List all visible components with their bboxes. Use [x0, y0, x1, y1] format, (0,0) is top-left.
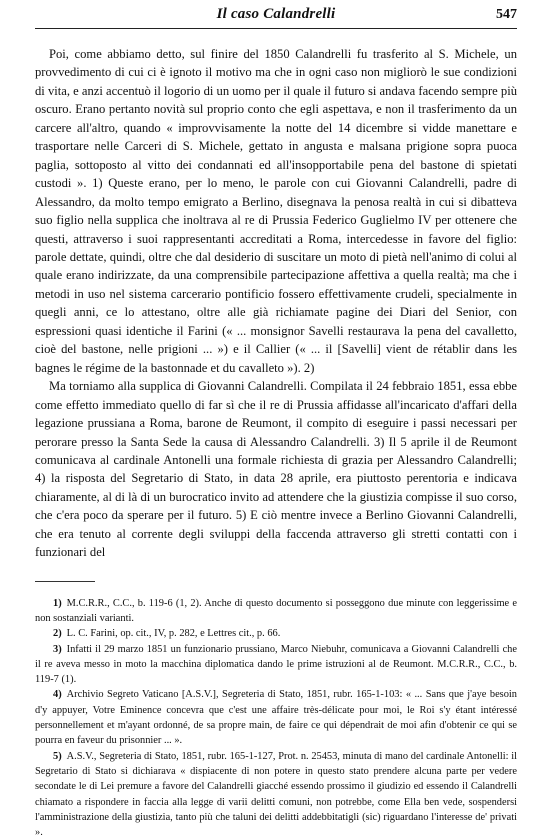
body-paragraph: Poi, come abbiamo detto, sul finire del 1850 Calandrelli fu trasferito al S. Michele, un provvedimento di cui ci è ignoto il motivo ma che in ogni caso non migliorò le sue condizioni di vita, e anzi accentuò il logorio di un uomo per il quale il futuro si andava facendo sempre più oscuro. Erano pertanto novità sul proprio conto che egli aspettava, e non il trasferimento da un carcere all'altro, quando « improvvisamente la notte del 14 dicembre si vidde manettare e trasportare nelle Carceri di S. Michele, gettato in angusta e malsana prigione sopra puoca paglia, sottoposto al vitto dei condannati ed all'insopportabile pena del bastone di spietati custodi ». 1) Queste erano, per lo meno, le parole con cui Giovanni Calandrelli, padre di Alessandro, da molto tempo emigrato a Berlino, disegnava la penosa realtà in cui si dibatteva suo figlio nella supplica che inoltrava al re di Prussia Federico Guglielmo IV per ottenere che questi, attraverso i suoi rappresentanti accreditati a Roma, intercedesse in favore del figlio: parole dettate, quindi, oltre che dal desiderio di suscitare un moto di pietà nell'animo di colui al quale erano indirizzate, da una comprensibile partecipazione affettiva a quella realtà; ma che i metodi in uso nel sistema carcerario pontificio fossero effettivamente crudeli, specialmente in quegli anni, ce lo attestano, oltre alle già richiamate pagine dei Diari del Senior, con espressioni quasi identiche il Farini (« ... monsignor Savelli restaurava la pena del cavalletto, cioè del bastone, nelle prigioni ... ») e il Callier (« ... il [Savelli] vient de rétablir dans les bagnes le régime de la bastonnade et du cavalleto »). 2): [35, 47, 517, 375]
footnote-number: 5): [53, 750, 62, 762]
footnote: [35, 626, 517, 641]
footnotes: [35, 596, 517, 840]
footnote: [35, 642, 517, 688]
page-number: 547: [496, 7, 517, 22]
footnote-number: 1): [53, 597, 62, 609]
footnote-number: 3): [53, 643, 62, 655]
running-title: Il caso Calandrelli: [216, 6, 336, 22]
footnote-rule: [35, 581, 95, 582]
footnote: [35, 596, 517, 627]
footnote-text: A.S.V., Segreteria di Stato, 1851, rubr. 165-1-127, Prot. n. 25453, minuta di mano del cardinale Antonelli: il Segretario di Stato si dichiarava « dispiacente di non potere in questo stato prendere alcuna parte per vedere secondate le di Lei premure a favore del Calandrelli giacché essendo prossimo il giudizio ed essendo il Calandrelli chiamato a rispondere in faccia alla legge di varii delitti comuni, non potrebbe, come Ella ben vede, sospendersi l'amministrazione della giustizia, tanto più che taluni dei delitti addebbitatigli (sic) riguardano l'interesse de' privati ».: [35, 750, 517, 839]
footnote-text: L. C. Farini, op. cit., IV, p. 282, e Lettres cit., p. 66.: [66, 628, 281, 640]
footnote-text: Infatti il 29 marzo 1851 un funzionario prussiano, Marco Niebuhr, comunicava a Giovanni Calandrelli che il re aveva messo in moto la macchina diplomatica dando le prime istruzioni al de Reumont. M.C.R.R., C.C., b. 119-7 (1).: [35, 643, 517, 686]
body-text: [35, 45, 517, 562]
footnote: [35, 687, 517, 748]
footnote-number: 4): [53, 689, 62, 701]
footnote: [35, 749, 517, 840]
footnote-text: M.C.R.R., C.C., b. 119-6 (1, 2). Anche di questo documento si posseggono due minute con leggerissime e non sostanziali varianti.: [35, 597, 517, 624]
footnote-number: 2): [53, 628, 62, 640]
body-paragraph: Ma torniamo alla supplica di Giovanni Calandrelli. Compilata il 24 febbraio 1851, essa ebbe come effetto immediato quello di far sì che il re di Prussia affidasse all'incaricato d'affari della legazione prussiana a Roma, barone de Reumont, il compito di eseguire i passi necessari per perorare presso la Santa Sede la causa di Alessandro Calandrelli. 3) Il 5 aprile il de Reumont comunicava al cardinale Antonelli una formale richiesta di grazia per Alessandro Calandrelli; 4) la risposta del Segretario di Stato, in data 28 aprile, era piuttosto perentoria e indicava chiaramente, al di là di un burocratico invito ad attendere che la giustizia compisse il suo corso, che c'era poco da sperare per il futuro. 5) E ciò mentre invece a Berlino Giovanni Calandrelli, che era tenuto al corrente degli sviluppi della faccenda attraverso gli stretti contatti con i funzionari del: [35, 379, 517, 560]
footnote-text: Archivio Segreto Vaticano [A.S.V.], Segreteria di Stato, 1851, rubr. 165-1-103: « ... Sans que j'aye besoin d'y appuyer, Votre Eminence concevra que c'est une affaire très-délicate pour moi, le Roi s'y étant intéressé personnellement et m'ayant ordonné, de sa propre main, de faire ce qui dépendrait de moi afin d'obtenir ce qui se pourra en faveur du prisonnier ... ».: [35, 689, 517, 747]
running-head: [35, 6, 517, 29]
